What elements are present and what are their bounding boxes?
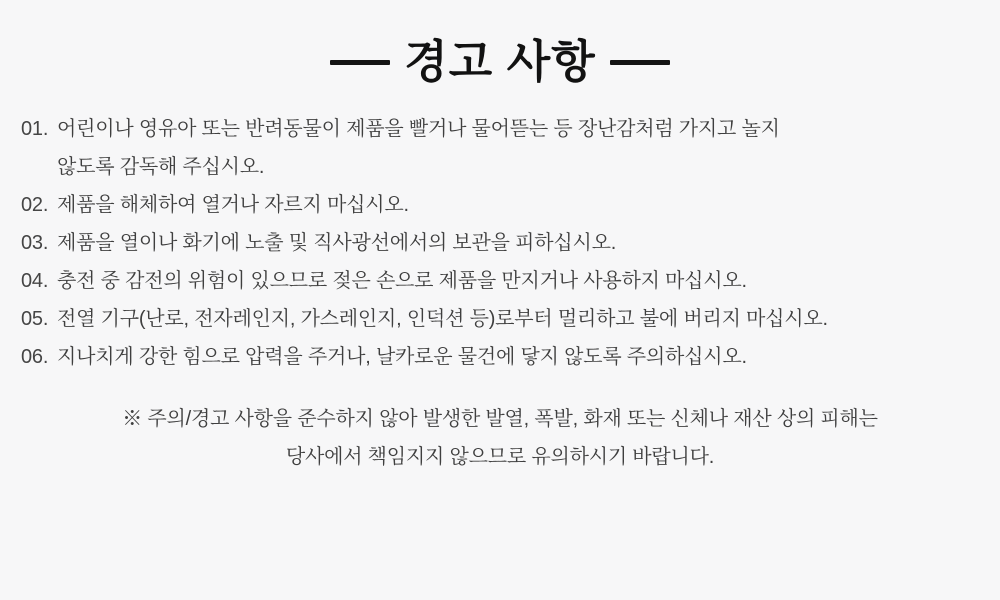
warning-line: 제품을 열이나 화기에 노출 및 직사광선에서의 보관을 피하십시오. [57,232,617,254]
title-row [0,0,1000,91]
warning-text [57,110,1000,186]
warning-number: 06. [21,346,49,368]
warning-number: 05. [21,308,49,330]
warning-item-01 [21,110,1000,186]
page-title: 경고 사항 [404,36,596,87]
warning-number: 02. [21,194,49,216]
warning-number: 04. [21,270,49,292]
warning-line: 제품을 해체하여 열거나 자르지 마십시오. [57,194,409,216]
title-dash-left [330,60,390,65]
warning-item-03 [21,224,1000,262]
warning-line: 지나치게 강한 힘으로 압력을 주거나, 날카로운 물건에 닿지 않도록 주의하십시오. [57,346,747,368]
warning-item-04 [21,262,1000,300]
warning-text [57,300,1000,338]
warning-line: 어린이나 영유아 또는 반려동물이 제품을 빨거나 물어뜯는 등 장난감처럼 가지고 놀지 [57,118,780,140]
disclaimer-note [0,400,1000,476]
warning-line: 전열 기구(난로, 전자레인지, 가스레인지, 인덕션 등)로부터 멀리하고 불에 버리지 마십시오. [57,308,828,330]
warning-item-02 [21,186,1000,224]
disclaimer-line: 당사에서 책임지지 않으므로 유의하시기 바랍니다. [285,446,715,468]
warning-number: 03. [21,232,49,254]
warning-number: 01. [21,118,49,140]
warning-text [57,262,1000,300]
disclaimer-line: ※ 주의/경고 사항을 준수하지 않아 발생한 발열, 폭발, 화재 또는 신체나 재산 상의 피해는 [122,408,878,430]
warning-line: 충전 중 감전의 위험이 있으므로 젖은 손으로 제품을 만지거나 사용하지 마십시오. [57,270,747,292]
warning-line: 않도록 감독해 주십시오. [57,156,265,178]
title-dash-right [610,60,670,65]
warning-text [57,224,1000,262]
warning-item-05 [21,300,1000,338]
warning-text [57,338,1000,376]
warning-list [0,110,1000,376]
warning-text [57,186,1000,224]
warning-item-06 [21,338,1000,376]
